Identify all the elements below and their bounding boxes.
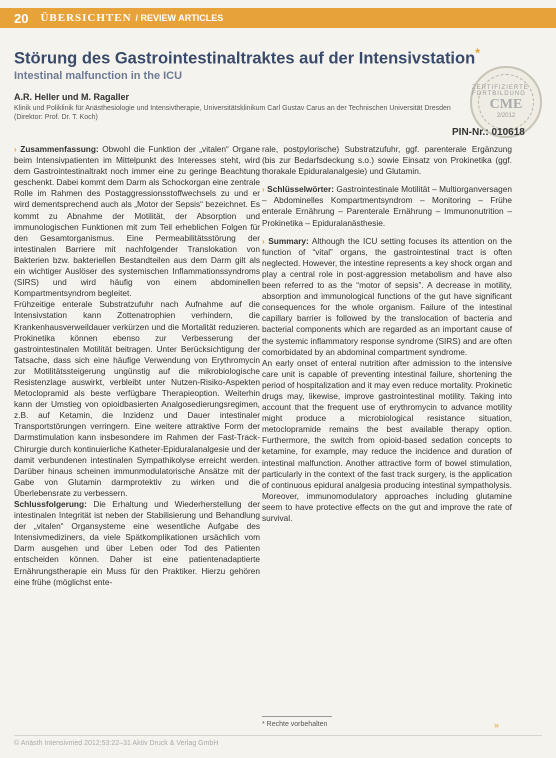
paragraph-label: Schlüsselwörter: [267, 184, 335, 195]
paragraph-text: Die Erhaltung und Wiederherstellung der intestinalen Integrität ist neben der Stabilisierung und Behandlung der „vitalen“ Organsysteme eine wesentliche Aufgabe des Intensivmediziners, da viele Spätkomplikationen ursächlich vom Darm ausgehen und über Leben oder Tod des Patienten entscheiden können. Daher ist eine patientenadaptierte Ernährungstherapie ein Muss für den Praktiker. Hierzu gehören eine frühe (möglichst ente- [14, 499, 260, 587]
section-label: ÜBERSICHTEN [40, 12, 132, 24]
paragraph-text: Frühzeitige enterale Substratzufuhr nach Aufnahme auf die Intensivstation kann Zottenatrophien verhindern, die Krankenhausverweildauer verkürzen und die Mortalität reduzieren. Prokinetika können ebenso zur Verbesserung der gastrointestinalen Motilität beitragen. Unter Berücksichtigung der Tatsache, dass sich eine häufige Verwendung von Erythromycin zur Motilitätssteigerung ungünstig auf die mikrobiologische Resistenzlage auswirkt, verbleibt unter Nutzen-Risiko-Aspekten Metoclopramid als beste verfügbare Therapieoption. Weiterhin kann der Umstieg von opioidbasierten Analgosedierungsregimen, z.B. auf Ketamin, die Inzidenz und Dauer intestinaler Transportstörungen verringern. Eine weitere attraktive Form der Darmstimulation kann insbesondere im Rahmen der Fast-Track-Chirurgie durch kontinuierliche Katheter-Epiduralanalgesie und der damit verbundenen intestinalen Sympathikolyse erreicht werden. Darüber hinaus scheinen immunmodulatorische Ansätze mit der Gabe von Glutamin darmprotektiv zu wirken und die Überlebensrate zu verbessern. [14, 299, 260, 498]
page-footer: © Anästh Intensivmed 2012;53:22–31 Aktiv Druck & Verlag GmbH [14, 740, 219, 747]
spacer [262, 229, 512, 236]
section-sub-label: / REVIEW ARTICLES [135, 13, 224, 23]
paragraph-text: Obwohl die Funktion der „vitalen“ Organe beim Intensivpatienten im Mittelpunkt des Interesses steht, wird dem Gastrointestinaltrakt noch immer eine zu geringe Beachtung geschenkt. Dabei kommt dem Darm als Schockorgan eine zentrale Rolle im Rahmen des Postaggressionsstoffwechsels zu und er wird dementsprechend auch als „Motor der Sepsis“ bezeichnet. Es kommt zu Abnahme der Motilität, der Absorption und immunologischen Funktionen mit zum Teil erheblichen Folgen für den Gesamtorganismus. Eine Permeabilitätsstörung der intestinalen Barriere mit nachfolgender Translokation von Bakterien bzw. bakteriellen Bestandteilen aus dem Darm gilt als ein wichtiger Auslöser des systemischen Inflammationssyndroms (SIRS) und wird häufig von einem abdominellen Kompartmentsyndrom begleitet. [14, 144, 260, 299]
paragraph-text: An early onset of enteral nutrition after admission to the intensive care unit is capable of preventing intestinal failure, shortening the period of hospitalization and it may even reduce mortality. Prokinetic drugs may, likewise, improve gastrointestinal motility. Taking into account that the frequent use of erythromycin to advance motility might produce a microbiological resistance situation, metoclopramide remains the best available therapy option. Furthermore, the switch from opioid-based sedation concepts to ketamine, for example, may reduce the incidence and duration of intestinal malfunction. Another attractive form of bowel stimulation, particularly in the context of the fast track surgery, is the application of continuous epidural analgesia producing intestinal sympatholysis. Moreover, immunomodulatory approaches including glutamine seem to have protective effects on the gut and improve the rate of survival. [262, 357, 512, 523]
header-bar [0, 8, 556, 28]
article-subtitle: Intestinal malfunction in the ICU [14, 70, 183, 82]
paragraph [14, 144, 260, 299]
spacer [262, 177, 512, 184]
right-column [262, 144, 512, 524]
paragraph-label: Schlussfolgerung: [14, 499, 87, 509]
paragraph [14, 499, 260, 588]
title-footnote-mark: * [475, 46, 480, 60]
paragraph-label: Summary: [268, 235, 309, 246]
cme-badge-sub: 2/2012 [496, 113, 516, 119]
paragraph-text: Gastrointestinale Motilität – Multiorganversagen – Abdominelles Kompartmentsyndrom – Monitoring – Frühe enterale Ernährung – Parenterale Ernährung – Immunonutrition – Prokinetika – Epiduralanästhesie. [262, 184, 512, 228]
paragraph-label: Zusammenfassung: [20, 144, 99, 154]
bullet-arrow: › [262, 235, 269, 246]
paragraph [14, 299, 260, 499]
pin-number: PIN-Nr.: 010618 [452, 127, 525, 138]
paragraph-text: rale, postpylorische) Substratzufuhr, ggf. parenterale Ergänzung (bis zur Bedarfsdeckung s.o.) sowie Einsatz von Prokinetika (ggf. thorakale Epiduralanalgesie) und Glutamin. [262, 144, 512, 177]
continue-arrow-icon: » [494, 720, 500, 730]
footnote-rule [262, 716, 332, 717]
bullet-arrow: › [14, 144, 21, 154]
cme-badge-top: ZERTIFIZIERTE FORTBILDUNG [472, 85, 529, 97]
paragraph-text: Although the ICU setting focuses its attention on the function of “vital” organs, the gastrointestinal tract is often neglected. However, the intestine represents a key shock organ and play a central role in post-aggression metabolism and have also been referred to as the “motor of sepsis”. A decrease in motility, absorption and immunological functions of the gut have significant consequences for the whole organism. Failure of the intestinal capillary barrier is followed by the translocation of bacteria and bacterial components which are regarded as an important cause of the systemic inflammatory response syndrome (SIRS) and are often comorbidated by an abdominal compartment syndrome. [262, 235, 512, 357]
page-number: 20 [14, 10, 29, 26]
cme-badge-label: CME [489, 97, 523, 112]
paragraph [262, 236, 512, 358]
footer-rule [14, 735, 542, 736]
cme-badge-ring [478, 74, 534, 130]
footnote: * Rechte vorbehalten [262, 721, 328, 728]
article-affiliation: Klinik und Poliklinik für Anästhesiologie und Intensivtherapie, Universitätsklinikum Carl Gustav Carus an der Technischen Universität Dresden (Direktor: Prof. Dr. T. Koch) [14, 105, 451, 121]
paragraph [262, 184, 512, 228]
paragraph [262, 358, 512, 524]
paragraph [262, 144, 512, 177]
article-authors: A.R. Heller und M. Ragaller [14, 92, 130, 102]
article-title-text: Störung des Gastrointestinaltraktes auf der Intensivstation [14, 49, 476, 68]
article-title [14, 46, 484, 69]
bullet-arrow: › [262, 184, 268, 195]
left-column [14, 144, 260, 588]
